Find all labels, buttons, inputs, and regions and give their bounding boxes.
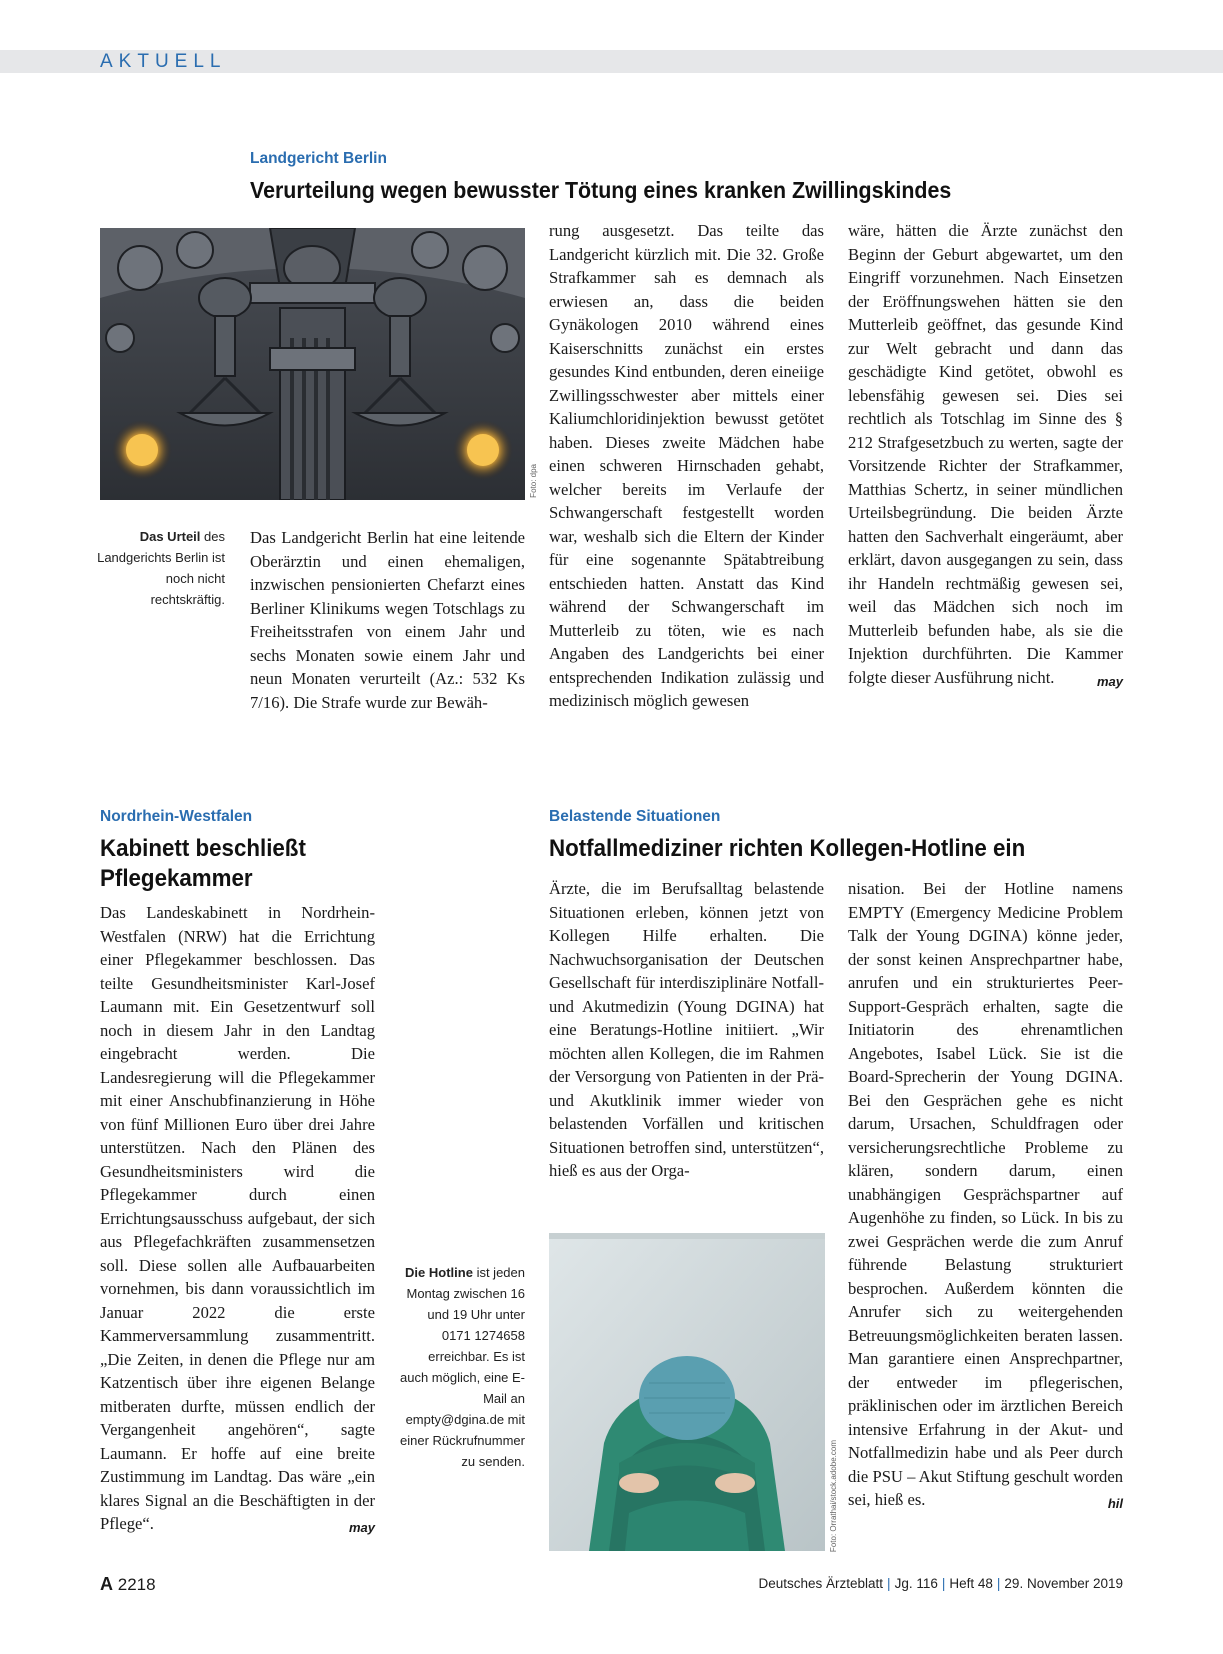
journal-name: Deutsches Ärzteblatt (758, 1576, 884, 1591)
caption-text: ist jeden Montag zwischen 16 und 19 Uhr unter 0171 1274658 erreichbar. Es ist auch möglich, eine E-Mail an empty@dgina.de mit einer Rückrufnummer zu senden. (400, 1265, 526, 1469)
caption-bold-lead: Das Urteil (139, 529, 201, 544)
exhausted-doctor-image (549, 1233, 825, 1551)
caption-bold-lead: Die Hotline (405, 1265, 473, 1280)
article1-signature: may (1096, 673, 1123, 689)
article2-column (100, 901, 375, 1540)
section-label: AKTUELL (100, 51, 227, 72)
article2-kicker: Nordrhein-Westfalen (100, 808, 253, 825)
article3-col1-text: Ärzte, die im Berufsalltag belastende Situationen erleben, können jetzt von Kollegen Hilfe erhalten. Die Nachwuchsorganisation der Deutschen Gesellschaft für interdisziplinäre Notfall- und Akutmedizin (Young DGINA) hat eine Beratungs-Hotline initiiert. „Wir möchten allen Kollegen, die im Rahmen der Versorgung von Patienten in der Prä- und Akutklinik immer wieder von belastenden Vorfällen und kritischen Situationen betroffen sind, unterstützen“, hieß es aus der Orga- (549, 879, 824, 1180)
article1-col3-body: wäre, hätten die Ärzte zunächst den Beginn der Geburt abgewartet, um den Eingriff vorzunehmen. Nach Einsetzen der Eröffnungswehen hätten sie den Mutterleib geöffnet, das gesunde Kind zur Welt gebracht und dann das geschädigte Kind getötet, obwohl es lebensfähig gewesen sei. Dies sei rechtlich als Totschlag im Sinne des § 212 Strafgesetzbuch zu werten, sagte der Vorsitzende Richter der Strafkammer, Matthias Schertz, in seiner mündlichen Urteilsbegründung. Die beiden Ärzte hatten den Sachverhalt eingeräumt, aber erklärt, davon ausgegangen zu sein, dass ihr Handeln rechtmäßig gewesen sei, weil das Mädchen sich noch im Mutterleib befunden habe, als sie die Injektion durchführten. Die Kammer folgte dieser Ausführung nicht. (848, 221, 1123, 687)
article2-headline (100, 834, 306, 894)
article1-photo-credit: Foto: dpa (529, 464, 538, 498)
article3-col2-text (848, 877, 1123, 1512)
page-prefix: A (100, 1574, 113, 1594)
journal-footer (758, 1576, 1123, 1591)
page-number-value: 2218 (117, 1575, 156, 1594)
article1-col2-text: rung ausgesetzt. Das teilte das Landgericht kürzlich mit. Die 32. Große Strafkammer sah es demnach als erwiesen an, dass die beiden Gynäkologen 2010 während eines Kaiserschnitts zunächst ein erstes gesundes Kind entbunden, deren eineiige Zwillingsschwester aber mittels einer Kaliumchloridinjektion bewusst getötet haben. Dieses zweite Mädchen habe einen schweren Hirnschaden gehabt, welcher bereits im Verlaufe der Schwangerschaft festgestellt worden war, weshalb sich die Eltern der Kinder für eine sogenannte Spätabtreibung entschieden hatten. Anstatt das Kind während der Schwangerschaft im Mutterleib zu töten, wie es nach Angaben des Landgerichts bei einer entsprechenden Indikation zulässig und medizinisch möglich gewesen (549, 221, 824, 710)
journal-date: 29. November 2019 (1004, 1576, 1123, 1591)
article1-caption (95, 526, 225, 610)
article2-headline-line2: Pflegekammer (100, 865, 253, 892)
article3-signature: hil (1107, 1496, 1123, 1511)
article2-body-text: Das Landeskabinett in Nordrhein-Westfalen (NRW) hat die Errichtung einer Pflegekammer beschlossen. Das teilte Gesundheitsminister Karl-Josef Laumann mit. Ein Gesetzentwurf soll noch in diesem Jahr in den Landtag eingebracht werden. Die Landesregierung will die Pflegekammer mit einer Anschubfinanzierung in Höhe von fünf Millionen Euro über drei Jahre unterstützen. Nach den Plänen des Gesundheitsministers wird die Pflegekammer durch einen Errichtungsausschuss aufgebaut, der sich aus Pflegefachkräften zusammensetzen soll. Diese sollen alle Aufbauarbeiten vornehmen, bis dann voraussichtlich im Januar 2022 die erste Kammerversammlung zusammentritt. „Die Zeiten, in denen die Pflege nur am Katzentisch über ihre eigenen Belange mitberaten durfte, müssen endlich der Vergangenheit angehören“, sagte Laumann. Er hoffe auf eine breite Zustimmung im Landtag. Das wäre „ein klares Signal an die Beschäftigten in der Pflege“. (100, 903, 375, 1533)
journal-volume: Jg. 116 (894, 1576, 938, 1591)
article2-headline-line1: Kabinett beschließt (100, 835, 306, 862)
separator: | (996, 1576, 1001, 1591)
article1-col1-text: Das Landgericht Berlin hat eine leitende Oberärztin und einen ehemaligen, inzwischen pensionierten Chefarzt eines Berliner Klinikums wegen Totschlags zu Freiheitsstrafen von einem Jahr und sechs Monaten sowie einem Jahr und neun Monaten verurteilt (Az.: 532 Ks 7/16). Die Strafe wurde zur Bewäh- (250, 528, 525, 712)
article1-photo-justitia (100, 228, 525, 500)
article3-headline: Notfallmediziner richten Kollegen-Hotline ein (549, 835, 1026, 862)
article1-column-1 (250, 526, 525, 714)
separator: | (887, 1576, 891, 1591)
journal-issue: Heft 48 (949, 1576, 993, 1591)
separator: | (941, 1576, 946, 1591)
article3-column-2 (848, 877, 1123, 1516)
article3-photo-credit: Foto: Orrathai/stock.adobe.com (829, 1440, 838, 1553)
article3-col2-body: nisation. Bei der Hotline namens EMPTY (Emergency Medicine Problem Talk der Young DGINA) könne jeder, der sonst keinen Ansprechpartner habe, anrufen und ein strukturiertes Peer-Support-Gespräch erhalten, sagte die Initiatorin des ehrenamtlichen Angebotes, Isabel Lück. Sie ist die Board-Sprecherin der Young DGINA. Bei den Gesprächen gehe es nicht darum, Ursachen, Schuldfragen oder versicherungsrechtliche Probleme zu klären, sondern darum, einen unabhängigen Gesprächspartner auf Augenhöhe zu finden, so Lück. In bis zu zwei Gesprächen werde die zum Anruf führende Belastung strukturiert besprochen. Außerdem könnten die Anrufer sich zu weitergehenden Betreuungsmöglichkeiten beraten lassen. Man garantiere einen Ansprechpartner, der entweder im pflegerischen, präklinischen oder im ärztlichen Bereich intensive Erfahrung in der Akut- und Notfallmedizin habe und als Peer durch die PSU – Akut Stiftung geschult worden sei, hieß es. (848, 879, 1123, 1509)
page-number (100, 1574, 156, 1595)
article1-column-3 (848, 219, 1123, 693)
article3-column-1 (549, 877, 824, 1183)
article2-signature: may (348, 1520, 375, 1535)
article1-col3-text (848, 219, 1123, 689)
article3-kicker: Belastende Situationen (549, 808, 721, 825)
justitia-sculpture-image (100, 228, 525, 500)
article1-kicker: Landgericht Berlin (250, 150, 387, 167)
article1-headline: Verurteilung wegen bewusster Tötung eines kranken Zwillingskindes (250, 177, 952, 203)
caption-text: des Landgerichts Berlin ist noch nicht rechtskräftig. (97, 529, 225, 607)
article3-photo-exhausted-doctor (549, 1233, 825, 1551)
article3-caption (400, 1262, 525, 1472)
article1-column-2 (549, 219, 824, 713)
article2-body (100, 901, 375, 1536)
